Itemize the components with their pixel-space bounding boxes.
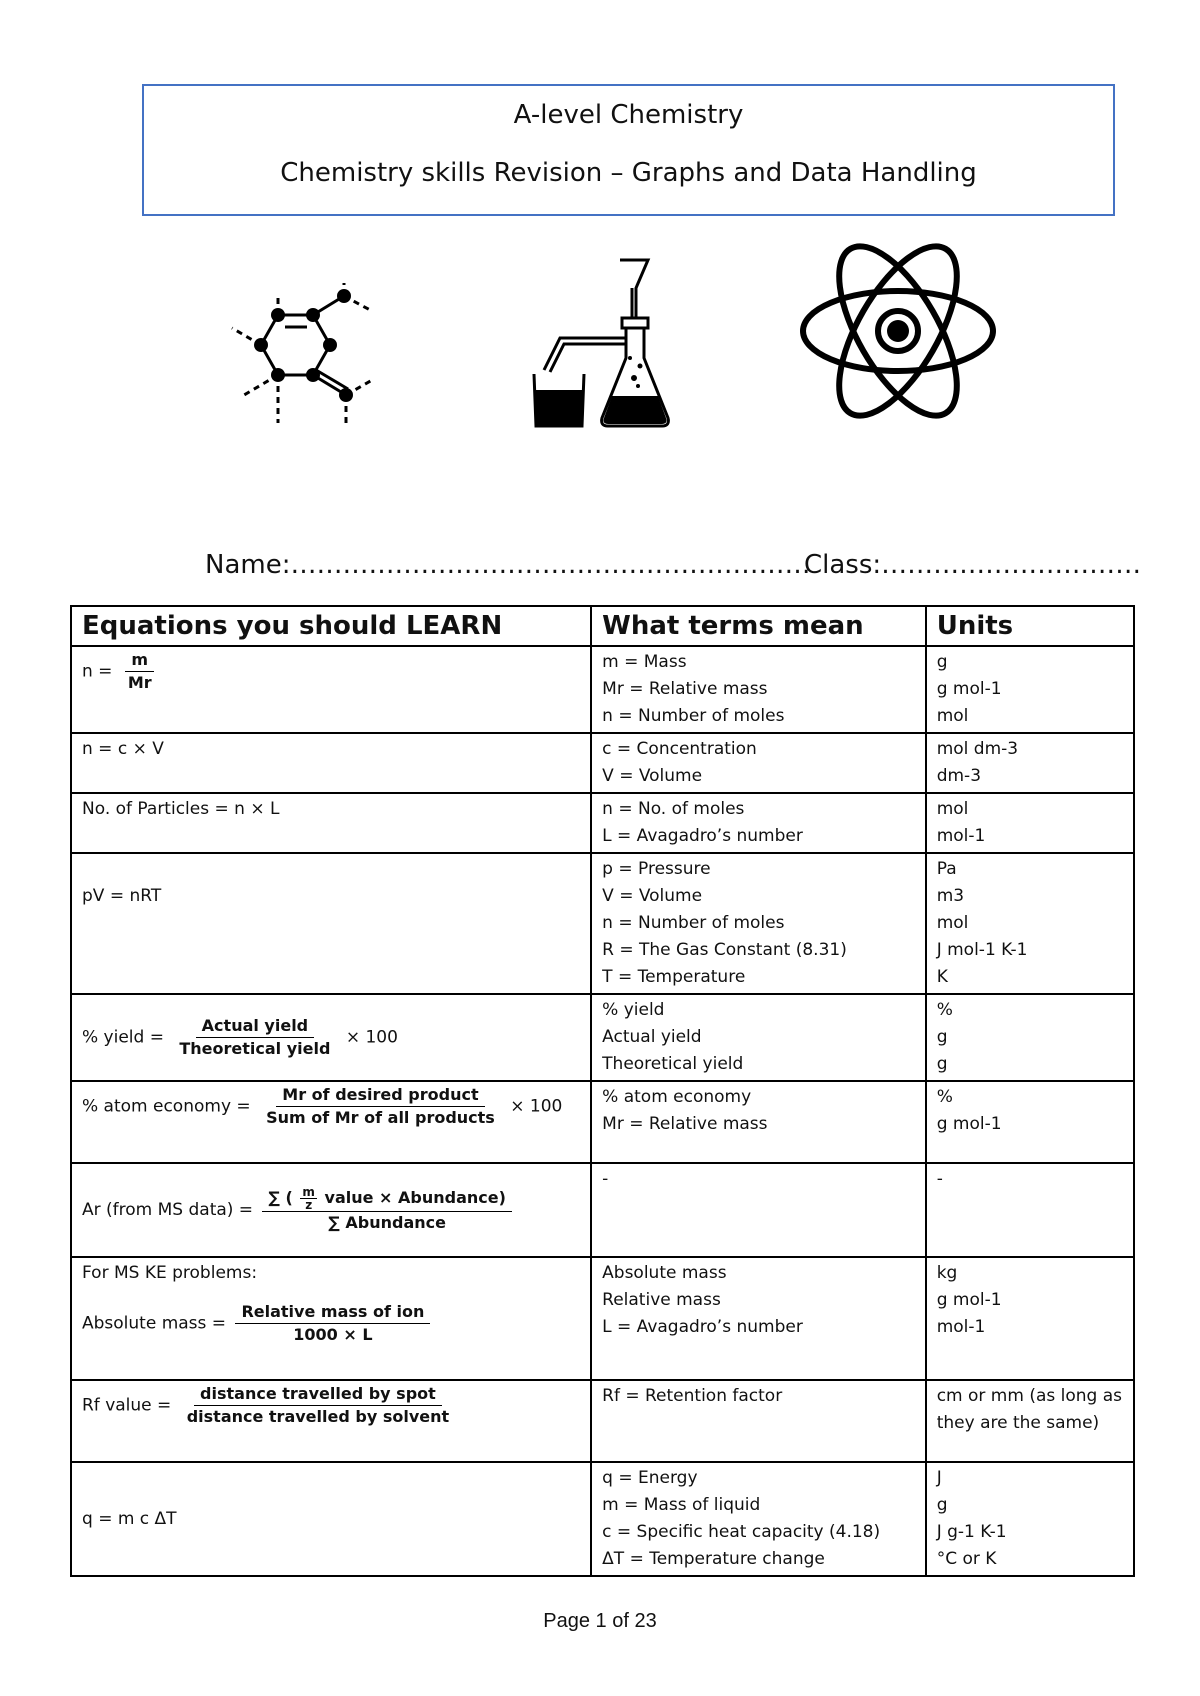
table-row <box>71 1163 1134 1257</box>
unit: g mol-1 <box>936 679 1002 699</box>
term: L = Avagadro’s number <box>602 826 803 846</box>
unit: - <box>936 1169 943 1189</box>
term: V = Volume <box>602 886 703 906</box>
units-cell <box>926 853 1134 994</box>
equation-fraction <box>181 1383 455 1428</box>
term: Rf = Retention factor <box>602 1386 783 1406</box>
equation-suffix: × 100 <box>510 1096 563 1117</box>
term: m = Mass <box>602 652 687 672</box>
units-cell <box>926 1380 1134 1462</box>
table-header-row <box>71 606 1134 646</box>
fraction-numerator: Actual yield <box>196 1015 314 1038</box>
term: Absolute mass <box>602 1263 727 1283</box>
units-cell <box>926 793 1134 853</box>
equation-prefix: Ar (from MS data) = <box>82 1200 254 1220</box>
mass-to-charge-fraction <box>300 1186 317 1211</box>
unit: % <box>936 1000 953 1020</box>
term: T = Temperature <box>602 967 746 987</box>
equation-prefix: % yield = <box>82 1027 164 1048</box>
equation-cell <box>71 853 591 994</box>
class-field-label: Class:………………………… <box>804 550 1142 580</box>
unit: mol dm-3 <box>936 739 1019 759</box>
table-row <box>71 793 1134 853</box>
mz-numerator: m <box>302 1185 315 1199</box>
units-cell <box>926 646 1134 733</box>
atom-icon <box>798 228 998 434</box>
fraction-numerator: Relative mass of ion <box>235 1301 430 1324</box>
table-row <box>71 646 1134 733</box>
equation-cell <box>71 994 591 1081</box>
unit: J g-1 K-1 <box>936 1522 1007 1542</box>
term: n = Number of moles <box>602 913 785 933</box>
table-row <box>71 1081 1134 1163</box>
unit: kg <box>936 1263 958 1283</box>
unit: dm-3 <box>936 766 982 786</box>
terms-cell <box>591 853 926 994</box>
term: m = Mass of liquid <box>602 1495 761 1515</box>
table-row <box>71 1462 1134 1576</box>
header-equations: Equations you should LEARN <box>71 606 591 646</box>
name-field-label: Name:…………………………………………………… <box>205 550 811 580</box>
header-terms: What terms mean <box>591 606 926 646</box>
fraction-denominator: distance travelled by solvent <box>186 1407 450 1426</box>
term: p = Pressure <box>602 859 711 879</box>
equation-prefix: n = <box>82 661 113 682</box>
equation-cell <box>71 1257 591 1380</box>
unit: mol-1 <box>936 826 986 846</box>
terms-cell <box>591 1257 926 1380</box>
header-units: Units <box>926 606 1134 646</box>
title-line-1: A-level Chemistry <box>513 100 744 130</box>
equation-cell <box>71 1081 591 1163</box>
fraction-denominator: Mr <box>127 673 152 692</box>
unit: mol <box>936 913 969 933</box>
fraction-denominator: 1000 × L <box>293 1325 373 1344</box>
units-cell <box>926 1462 1134 1576</box>
unit: °C or K <box>936 1549 997 1569</box>
units-cell <box>926 994 1134 1081</box>
unit: mol <box>936 706 969 726</box>
molecule-icon <box>224 283 388 433</box>
units-cell <box>926 1163 1134 1257</box>
fraction-numerator: Mr of desired product <box>276 1084 484 1107</box>
equation-fraction <box>260 1084 501 1129</box>
unit: K <box>936 967 948 987</box>
equation-suffix: × 100 <box>345 1027 398 1048</box>
equation-cell <box>71 646 591 733</box>
page-number: Page 1 of 23 <box>543 1610 657 1632</box>
terms-cell <box>591 1163 926 1257</box>
units-cell <box>926 1257 1134 1380</box>
fraction-denominator: ∑ Abundance <box>328 1213 447 1232</box>
terms-cell <box>591 1380 926 1462</box>
equation-prefix: Absolute mass = <box>82 1313 227 1334</box>
table-row <box>71 733 1134 793</box>
unit: g <box>936 1027 948 1047</box>
fraction-denominator: Theoretical yield <box>179 1039 331 1058</box>
terms-cell <box>591 646 926 733</box>
equation-fraction <box>262 1186 511 1234</box>
unit: % <box>936 1087 953 1107</box>
title-box <box>142 84 1115 216</box>
term: R = The Gas Constant (8.31) <box>602 940 847 960</box>
term: c = Specific heat capacity (4.18) <box>602 1522 881 1542</box>
term: L = Avagadro’s number <box>602 1317 803 1337</box>
term: n = Number of moles <box>602 706 785 726</box>
fraction-numerator: distance travelled by spot <box>194 1383 442 1406</box>
equation-fraction <box>173 1015 336 1060</box>
unit: g <box>936 1495 948 1515</box>
equation-cell: q = m c ΔT <box>71 1462 591 1576</box>
unit: g mol-1 <box>936 1114 1002 1134</box>
term: ΔT = Temperature change <box>602 1549 825 1569</box>
term: Mr = Relative mass <box>602 1114 768 1134</box>
terms-cell <box>591 994 926 1081</box>
unit: J <box>936 1468 942 1488</box>
unit: g <box>936 1054 948 1074</box>
terms-cell <box>591 793 926 853</box>
unit: cm or mm (as long as they are the same) <box>936 1386 1123 1433</box>
title-line-2: Chemistry skills Revision – Graphs and Data Handling <box>280 158 977 188</box>
term: % yield <box>602 1000 665 1020</box>
equation-fraction <box>122 649 158 694</box>
terms-cell <box>591 733 926 793</box>
fraction-numerator <box>262 1186 511 1212</box>
equation-prefix: % atom economy = <box>82 1096 251 1117</box>
mz-denominator: z <box>305 1198 313 1212</box>
unit: Pa <box>936 859 957 879</box>
equations-table <box>70 605 1135 1577</box>
sum-open: ∑ ( <box>268 1188 293 1207</box>
distillation-apparatus-icon <box>530 258 670 434</box>
term: c = Concentration <box>602 739 757 759</box>
unit: mol-1 <box>936 1317 986 1337</box>
units-cell <box>926 733 1134 793</box>
fraction-numerator: m <box>125 649 154 672</box>
term: Mr = Relative mass <box>602 679 768 699</box>
table-row <box>71 994 1134 1081</box>
terms-cell <box>591 1081 926 1163</box>
unit: g mol-1 <box>936 1290 1002 1310</box>
unit: mol <box>936 799 969 819</box>
equation-cell <box>71 1163 591 1257</box>
unit: g <box>936 652 948 672</box>
table-row <box>71 853 1134 994</box>
sum-close: value × Abundance) <box>324 1188 506 1207</box>
fraction-denominator: Sum of Mr of all products <box>266 1108 495 1127</box>
equation-text: pV = nRT <box>82 886 162 906</box>
term: V = Volume <box>602 766 703 786</box>
term: - <box>602 1169 609 1189</box>
term: n = No. of moles <box>602 799 745 819</box>
equation-fraction <box>235 1301 430 1346</box>
units-cell <box>926 1081 1134 1163</box>
table-row <box>71 1380 1134 1462</box>
equation-cell <box>71 1380 591 1462</box>
term: % atom economy <box>602 1087 752 1107</box>
term: Theoretical yield <box>602 1054 744 1074</box>
equation-intro: For MS KE problems: <box>82 1263 258 1283</box>
term: Relative mass <box>602 1290 721 1310</box>
term: Actual yield <box>602 1027 702 1047</box>
unit: m3 <box>936 886 965 906</box>
table-row <box>71 1257 1134 1380</box>
term: q = Energy <box>602 1468 698 1488</box>
equation-prefix: Rf value = <box>82 1395 172 1416</box>
equation-cell: No. of Particles = n × L <box>71 793 591 853</box>
unit: J mol-1 K-1 <box>936 940 1028 960</box>
equation-cell: n = c × V <box>71 733 591 793</box>
terms-cell <box>591 1462 926 1576</box>
